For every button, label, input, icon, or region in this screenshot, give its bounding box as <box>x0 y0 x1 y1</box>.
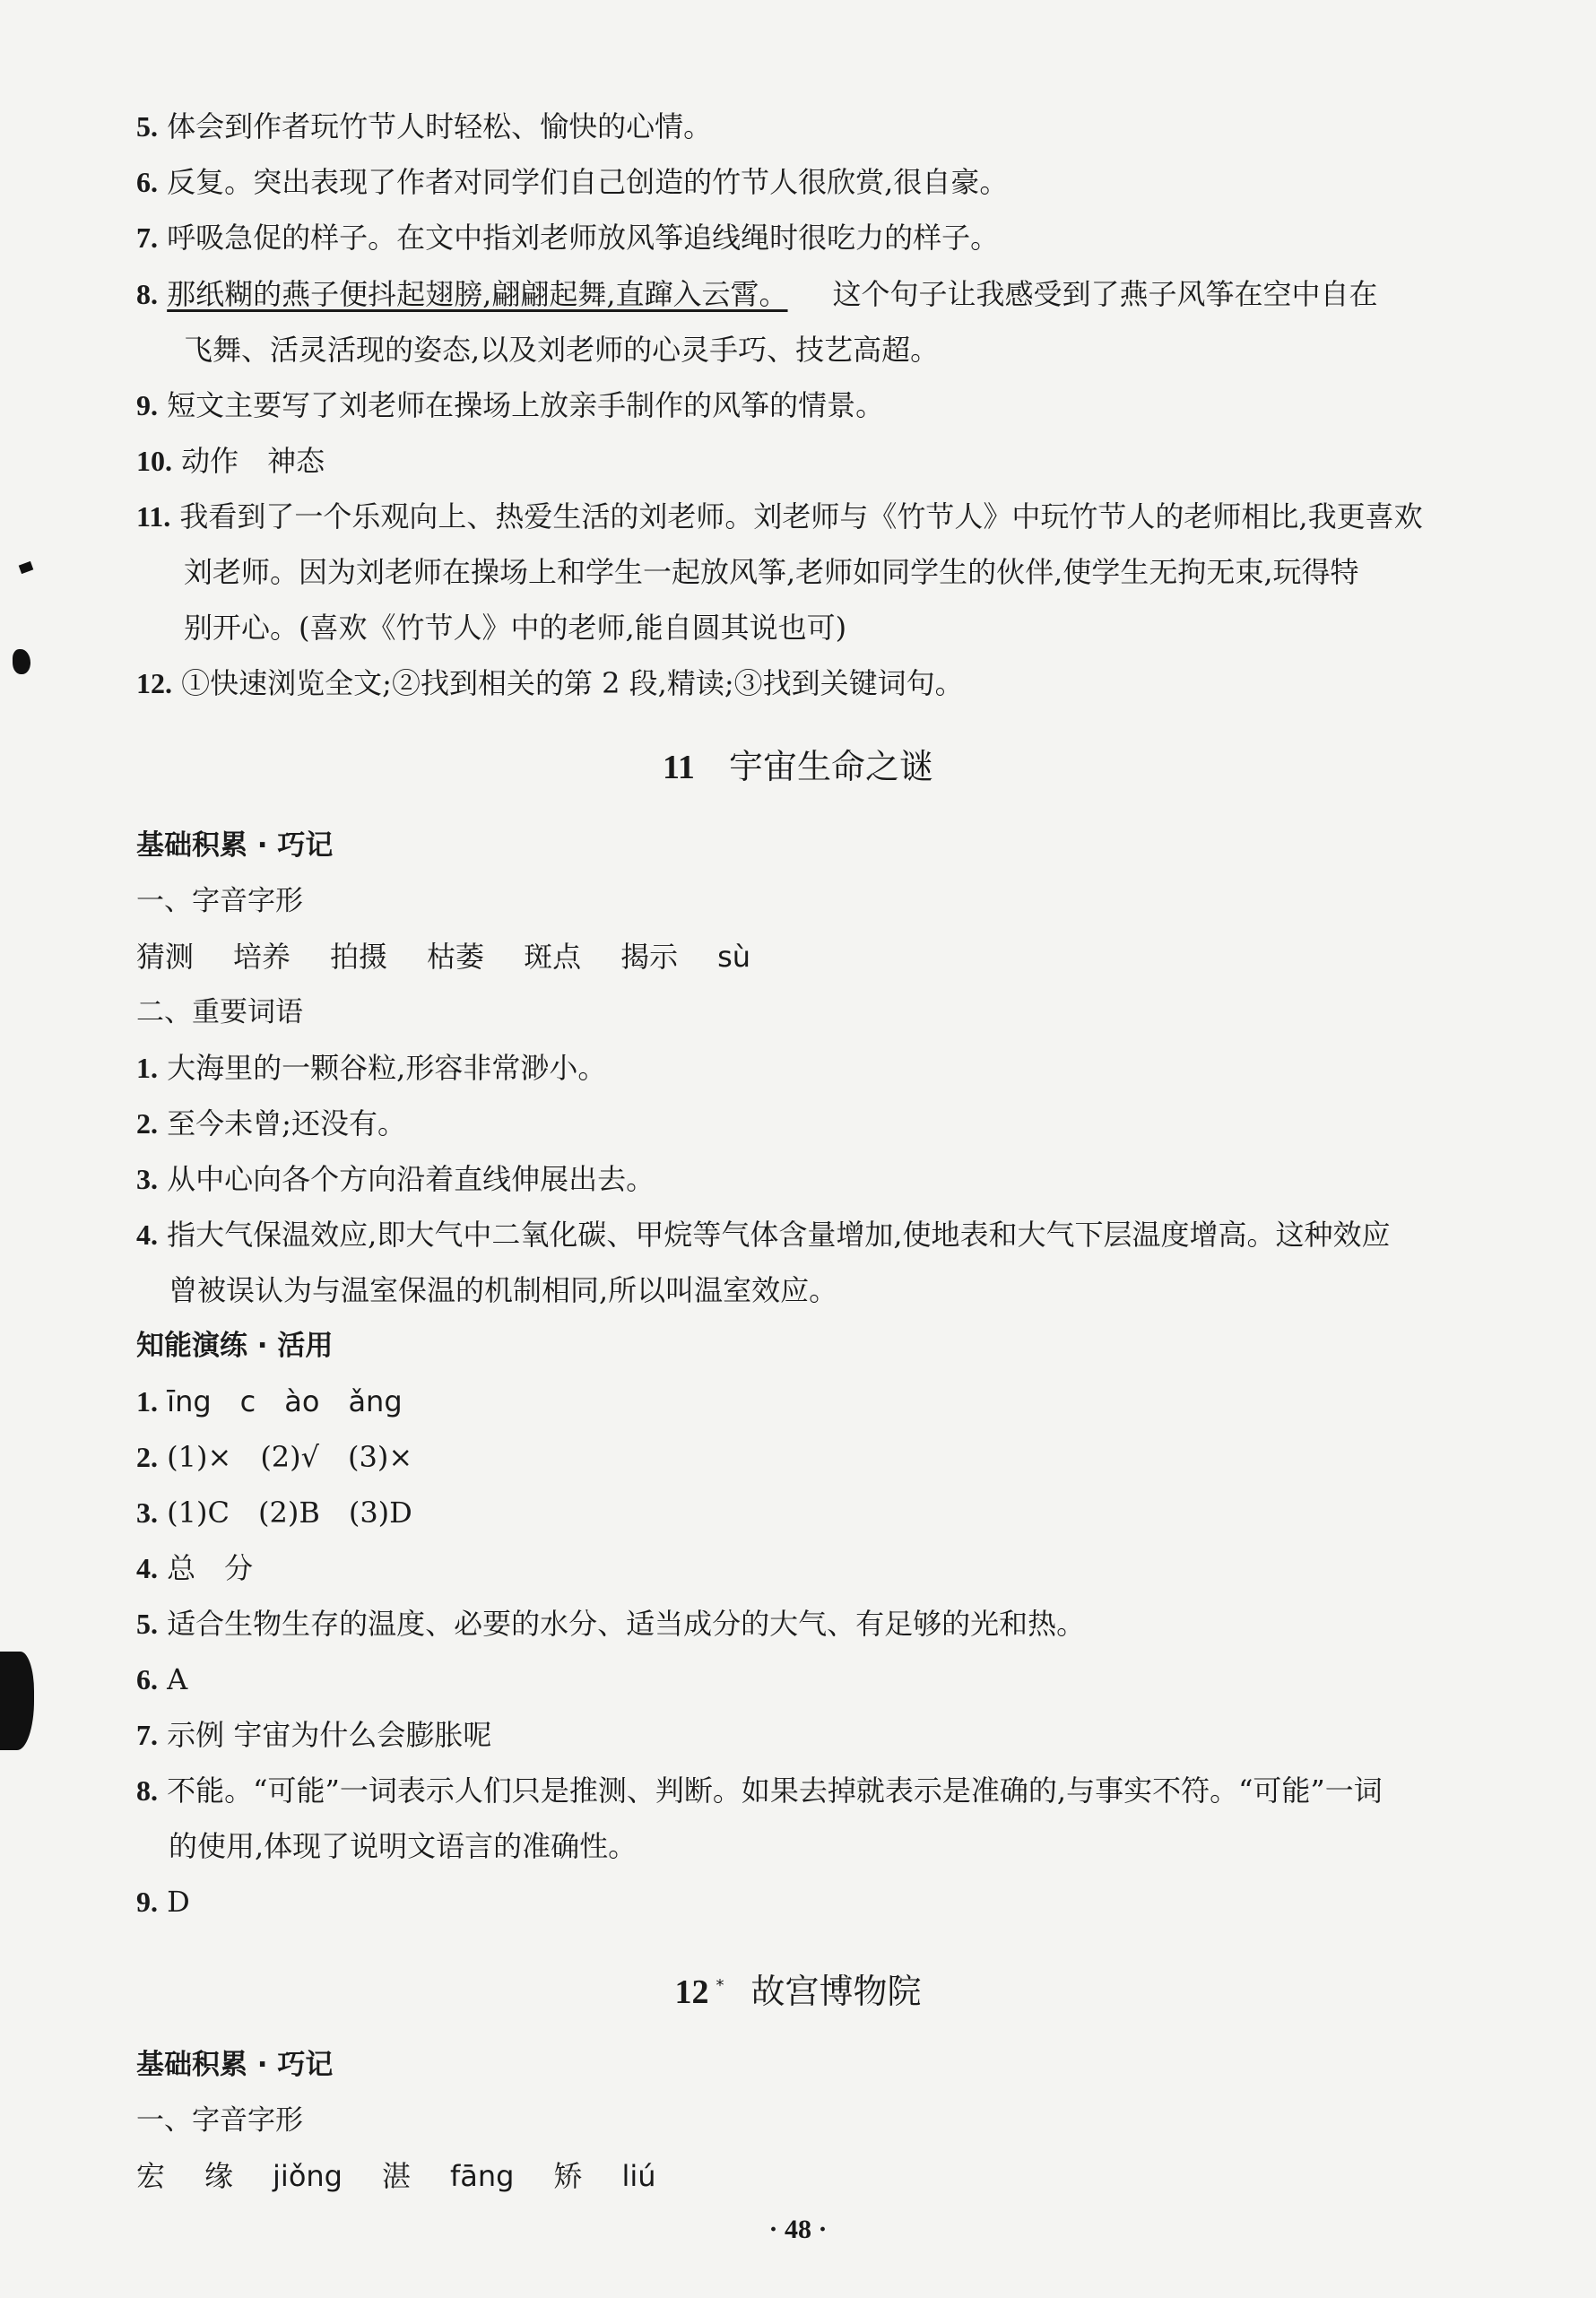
answer-9: 9. 短文主要写了刘老师在操场上放亲手制作的风筝的情景。 <box>136 388 885 422</box>
answer-5: 5. 体会到作者玩竹节人时轻松、愉快的心情。 <box>136 109 713 143</box>
exercise-8: 8. 不能。“可能”一词表示人们只是推测、判断。如果去掉就表示是准确的,与事实不符。“可能”一词 <box>136 1773 1383 1808</box>
section-heading: 知能演练 · 活用 <box>136 1330 334 1362</box>
word-list: 宏 缘 jiǒng 湛 fāng 矫 liú <box>136 2159 656 2193</box>
exercise-3: 3. (1)C (2)B (3)D <box>136 1496 412 1530</box>
exercise-6: 6. A <box>136 1662 188 1696</box>
exercise-4: 4. 总 分 <box>136 1551 254 1585</box>
answer-11-cont1: 刘老师。因为刘老师在操场上和学生一起放风筝,老师如同学生的伙伴,使学生无拘无束,玩得特 <box>184 555 1359 589</box>
answer-6: 6. 反复。突出表现了作者对同学们自己创造的竹节人很欣赏,很自豪。 <box>136 165 1009 199</box>
answer-12: 12. ①快速浏览全文;②找到相关的第 2 段,精读;③找到关键词句。 <box>136 666 964 700</box>
vocab-3: 3. 从中心向各个方向沿着直线伸展出去。 <box>136 1162 655 1196</box>
lesson-11-title: 11 宇宙生命之谜 <box>663 747 933 786</box>
part-heading: 一、字音字形 <box>136 2104 303 2137</box>
exercise-7: 7. 示例 宇宙为什么会膨胀呢 <box>136 1718 492 1752</box>
answer-7: 7. 呼吸急促的样子。在文中指刘老师放风筝追线绳时很吃力的样子。 <box>136 221 1000 255</box>
scan-mark <box>19 561 34 574</box>
exercise-1: 1. īng c ào ǎng <box>136 1384 403 1418</box>
vocab-4-cont: 曾被误认为与温室保温的机制相同,所以叫温室效应。 <box>169 1273 838 1307</box>
answer-11: 11. 我看到了一个乐观向上、热爱生活的刘老师。刘老师与《竹节人》中玩竹节人的老师相比,我更喜欢 <box>136 499 1423 533</box>
scan-mark <box>0 1652 34 1750</box>
exercise-2: 2. (1)× (2)√ (3)× <box>136 1440 413 1474</box>
part-heading: 二、重要词语 <box>136 996 303 1028</box>
exercise-8-cont: 的使用,体现了说明文语言的准确性。 <box>169 1829 638 1863</box>
answer-11-cont2: 别开心。(喜欢《竹节人》中的老师,能自圆其说也可) <box>184 611 847 645</box>
vocab-1: 1. 大海里的一颗谷粒,形容非常渺小。 <box>136 1051 607 1085</box>
vocab-4: 4. 指大气保温效应,即大气中二氧化碳、甲烷等气体含量增加,使地表和大气下层温度增高。这种效应 <box>136 1218 1391 1252</box>
scan-mark <box>13 649 30 674</box>
exercise-5: 5. 适合生物生存的温度、必要的水分、适当成分的大气、有足够的光和热。 <box>136 1607 1086 1641</box>
exercise-9: 9. D <box>136 1885 190 1919</box>
section-heading: 基础积累 · 巧记 <box>136 2049 334 2081</box>
page-number: · 48 · <box>768 2215 828 2244</box>
answer-8: 8. 那纸糊的燕子便抖起翅膀,翩翩起舞,直蹿入云霄。 这个句子让我感受到了燕子风筝在空中自在 <box>136 277 1378 311</box>
part-heading: 一、字音字形 <box>136 885 303 917</box>
answer-8-cont: 飞舞、活灵活现的姿态,以及刘老师的心灵手巧、技艺高超。 <box>184 333 940 367</box>
section-heading: 基础积累 · 巧记 <box>136 829 334 862</box>
word-list: 猜测 培养 拍摄 枯萎 斑点 揭示 sù <box>136 940 751 974</box>
lesson-12-title: 12 * 故宫博物院 <box>674 1972 922 2011</box>
answer-10: 10. 动作 神态 <box>136 444 325 478</box>
vocab-2: 2. 至今未曾;还没有。 <box>136 1106 406 1140</box>
